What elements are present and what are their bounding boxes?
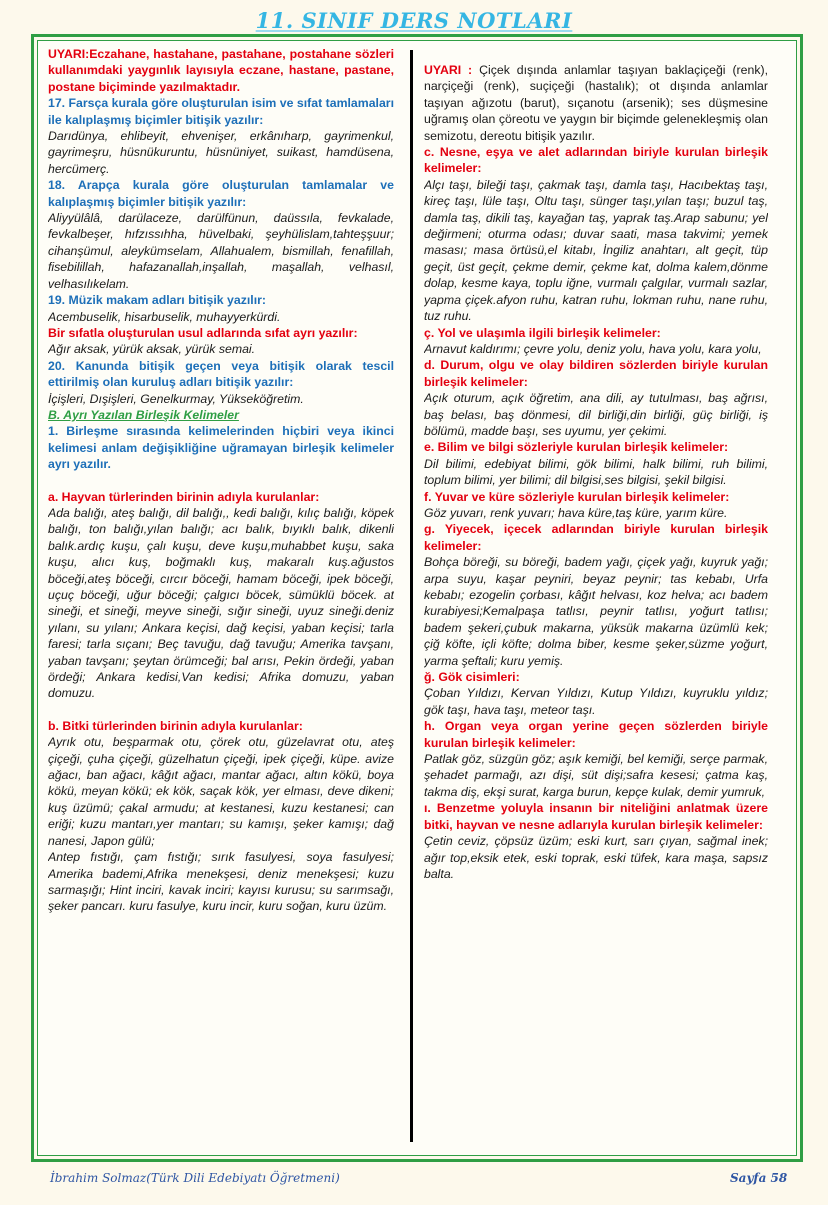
usul-heading: Bir sıfatla oluşturulan usul adlarında sıfat ayrı yazılır:	[48, 325, 358, 340]
subsection-c-cedilla-examples: Arnavut kaldırımı; çevre yolu, deniz yolu, hava yolu, kara yolu,	[424, 341, 762, 356]
subsection-d-heading: d. Durum, olgu ve olay bildiren sözlerden biriyle kurulan birleşik kelimeler:	[424, 358, 768, 389]
footer-page-number: Sayfa 58	[730, 1171, 788, 1185]
usul-examples: Ağır aksak, yürük aksak, yürük semai.	[48, 342, 256, 357]
subsection-c-examples: Alçı taşı, bileği taşı, çakmak taşı, damla taşı, Hacıbektaş taşı, kireç taşı, lüle taşı, Oltu taşı, sünger taşı,yılan taşı; buzul taş, damla taş, dikili taş, kayağan taş, yaprak taş.Arap sabunu; yel değirmeni; oturma odası; duvar saati, masa takvimi; yemek masası; masa örtüsü,el kitabı, İngiliz anahtarı, alt geçit, tüp geçit, üst geçit, çekme demir, çekme kat, dolma kalem,dönme dolap, kesme kaya, toplu iğne, vurmalı çalgılar, vurmalı sazlar, yapma çiçek.afyon ruhu, katran ruhu, lokman ruhu, nane ruhu, tuz ruhu.	[424, 177, 768, 324]
subsection-c-heading: c. Nesne, eşya ve alet adlarından biriyle kurulan birleşik kelimeler:	[424, 145, 768, 176]
warning-cicek-label: UYARI :	[424, 63, 473, 77]
subsection-a-heading: a. Hayvan türlerinden birinin adıyla kurulanlar:	[48, 489, 320, 504]
rule-20-examples: İçişleri, Dışişleri, Genelkurmay, Yükseköğretim.	[48, 391, 304, 406]
subsection-g-examples: Bohça böreği, su böreği, badem yağı, çiçek yağı, kuyruk yağı; arpa suyu, kaşar peyniri, beyaz peynir; tas kebabı, Urfa kebabı; ezogelin çorbası, kâğıt helvası, koz helva; acı badem kurabiyesi;Kemalpaşa tatlısı, peynir tatlısı, yoğurt tatlısı; badem şekeri,çubuk makarna, yüksük makarna üzümlü kek; çiğ köfte, içli köfte; dolma biber, kesme şeker,süzme yoğurt, yarma şeftali; kuru yemiş.	[424, 555, 768, 668]
rule-18-examples: Aliyyülâlâ, darülaceze, darülfünun, daüssıla, fevkalade, fevkalbeşer, hıfzıssıhha, hüvelbaki, şeyhülislam,tahteşşuur; cihanşümul, aleykümselam, Allahualem, bismillah, fenafillah, fisebilillah, hafazanallah,inşallah, maşallah, velhasıl, velhasılıkelam.	[48, 211, 394, 291]
rule-17-heading: 17. Farsça kurala göre oluşturulan isim ve sıfat tamlamaları ile kalıplaşmış biçimler bitişik yazılır:	[48, 96, 394, 127]
warning-eczane: UYARI:Eczahane, hastahane, pastahane, postahane sözleri kullanımdaki yaygınlık layısıyla eczane, hastane, pastane, postane biçiminde yazılmaktadır.	[48, 47, 394, 94]
subsection-i-examples: Çetin ceviz, çöpsüz üzüm; eski kurt, sarı çıyan, sağmal inek; ağır top,eksik etek, eski toprak, eski tüfek, kara maşa, sapsız balta.	[424, 834, 768, 881]
subsection-b-examples-2: Antep fıstığı, çam fıstığı; sırık fasulyesi, soya fasulyesi; Amerika bademi,Afrika menekşesi, deniz menekşesi; kuzu sarmaşığı; Hint inciri, kavak inciri; kayısı kurusu; su sarımsağı, şeker pancarı. kuru fasulye, kuru incir, kuru soğan, kuru üzüm.	[48, 850, 394, 914]
subsection-g-breve-heading: ğ. Gök cisimleri:	[424, 670, 520, 685]
page-header-title: 11. SINIF DERS NOTLARI	[255, 8, 573, 33]
warning-cicek	[424, 62, 768, 144]
subsection-e-examples: Dil bilimi, edebiyat bilimi, gök bilimi, halk bilimi, ruh bilimi, toplum bilimi, yer bilimi; dil bilgisi,ses bilgisi, şekil bilgisi.	[424, 456, 768, 488]
subsection-c-cedilla-heading: ç. Yol ve ulaşımla ilgili birleşik kelimeler:	[424, 325, 661, 340]
subsection-e-heading: e. Bilim ve bilgi sözleriyle kurulan birleşik kelimeler:	[424, 440, 729, 455]
subsection-a-examples: Ada balığı, ateş balığı, dil balığı,, kedi balığı, kılıç balığı, köpek balığı, ton balığı,yılan balığı; acı balık, bıyıklı balık, dikenli balık.ardıç kuşu, çalı kuşu, deve kuşu,muhabbet kuşu, saka kuşu, alıcı kuş, boğmaklı kuş, makaralı kuş.ağustos böceği,ateş böceği, cırcır böceği, hamam böceği, ipek böceği, uçuç böceği, uğur böceği; çalgıcı böcek, sümüklü böcek. at sineği, et sineği, meyve sineği, sığır sineği, uyuz sineği.deniz yılanı, su yılanı; Ankara keçisi, dağ keçisi, yaban keçisi; tarla faresi; tarla sıçanı; Beç tavuğu, dağ tavuğu; Amerika tavşanı, yaban tavşanı; şeytan örümceği; bal arısı, Pekin ördeği, yaban ördeği; Ankara kedisi,Van kedisi; Afrika domuzu, yaban domuzu.	[48, 505, 394, 701]
left-column	[48, 46, 394, 1145]
subsection-h-examples: Patlak göz, süzgün göz; aşık kemiği, bel kemiği, serçe parmak, şehadet parmağı, azı dişi, süt dişi;safra kesesi; çatma kaş, takma diş, ekşi surat, karga burun, kepçe kulak, demir yumruk,	[424, 752, 768, 799]
footer-author: İbrahim Solmaz(Türk Dili Edebiyatı Öğretmeni)	[50, 1171, 340, 1185]
subsection-g-breve-examples: Çoban Yıldızı, Kervan Yıldızı, Kutup Yıldızı, kuyruklu yıldız; gök taşı, hava taşı, meteor taşı.	[424, 686, 768, 717]
rule-17-examples: Darıdünya, ehlibeyit, ehvenişer, erkânıharp, gayrimenkul, gayrimeşru, hüsnükuruntu, hüsnüniyet, suikast, hamdüsena, hercümerç.	[48, 129, 394, 176]
subsection-d-examples: Açık oturum, açık öğretim, ana dili, ay tutulması, baş ağrısı, baş belası, baş dönmesi, dil birliği,din birliği, güç birliği, iş bölümü, madde başı, ses uyumu, yer çekimi.	[424, 391, 768, 438]
section-b-heading: B. Ayrı Yazılan Birleşik Kelimeler	[48, 407, 239, 422]
subsection-h-heading: h. Organ veya organ yerine geçen sözlerden biriyle kurulan birleşik kelimeler:	[424, 719, 768, 750]
rule-19-heading: 19. Müzik makam adları bitişik yazılır:	[48, 293, 267, 308]
rule-1-heading: 1. Birleşme sırasında kelimelerinden hiçbiri veya ikinci kelimesi anlam değişikliğine uğramayan birleşik kelimeler ayrı yazılır.	[48, 424, 394, 472]
rule-18-heading: 18. Arapça kurala göre oluşturulan tamlamalar ve kalıplaşmış biçimler bitişik yazılır:	[48, 178, 394, 209]
subsection-b-heading: b. Bitki türlerinden birinin adıyla kurulanlar:	[48, 718, 303, 733]
rule-19-examples: Acembuselik, hisarbuselik, muhayyerkürdi.	[48, 309, 281, 324]
subsection-f-heading: f. Yuvar ve küre sözleriyle kurulan birleşik kelimeler:	[424, 489, 730, 504]
column-divider	[410, 50, 413, 1142]
right-column	[424, 46, 768, 1145]
subsection-f-examples: Göz yuvarı, renk yuvarı; hava küre,taş küre, yarım küre.	[424, 505, 728, 520]
warning-cicek-text: Çiçek dışında anlamlar taşıyan baklaçiçeği (renk), narçiçeği (renk), suçiçeği (hastalık); ot dışında anlamlar taşıyan ağızotu (barut), sıçanotu (arsenik); ses düşmesine uğramış olan çöreotu ve yaygın bir biçimde gelenekleşmiş olan semizotu, dereotu bitişik yazılır.	[424, 63, 768, 143]
rule-20-heading: 20. Kanunda bitişik geçen veya bitişik olarak tescil ettirilmiş olan kuruluş adları bitişik yazılır:	[48, 358, 394, 390]
subsection-i-heading: ı. Benzetme yoluyla insanın bir niteliğini anlatmak üzere bitki, hayvan ve nesne adlarıyla kurulan birleşik kelimeler:	[424, 801, 768, 832]
subsection-g-heading: g. Yiyecek, içecek adlarından biriyle kurulan birleşik kelimeler:	[424, 522, 768, 553]
subsection-b-examples-1: Ayrık otu, beşparmak otu, çörek otu, güzelavrat otu, ateş çiçeği, çuha çiçeği, güzelhatun çiçeği, ipek çiçeği, küpe. avize ağacı, ban ağacı, kâğıt ağacı, mantar ağacı, altın kökü, boya kökü, meyan kökü; ek kök, saçak kök, yer elması, deve dikeni; kuş üzümü; çakal armudu; at kestanesi, kuzu kestanesi; can eriği; kuzu mantarı,yer mantarı; su kamışı, şeker kamışı; dağ nanesi, Japon gülü;	[48, 735, 394, 848]
